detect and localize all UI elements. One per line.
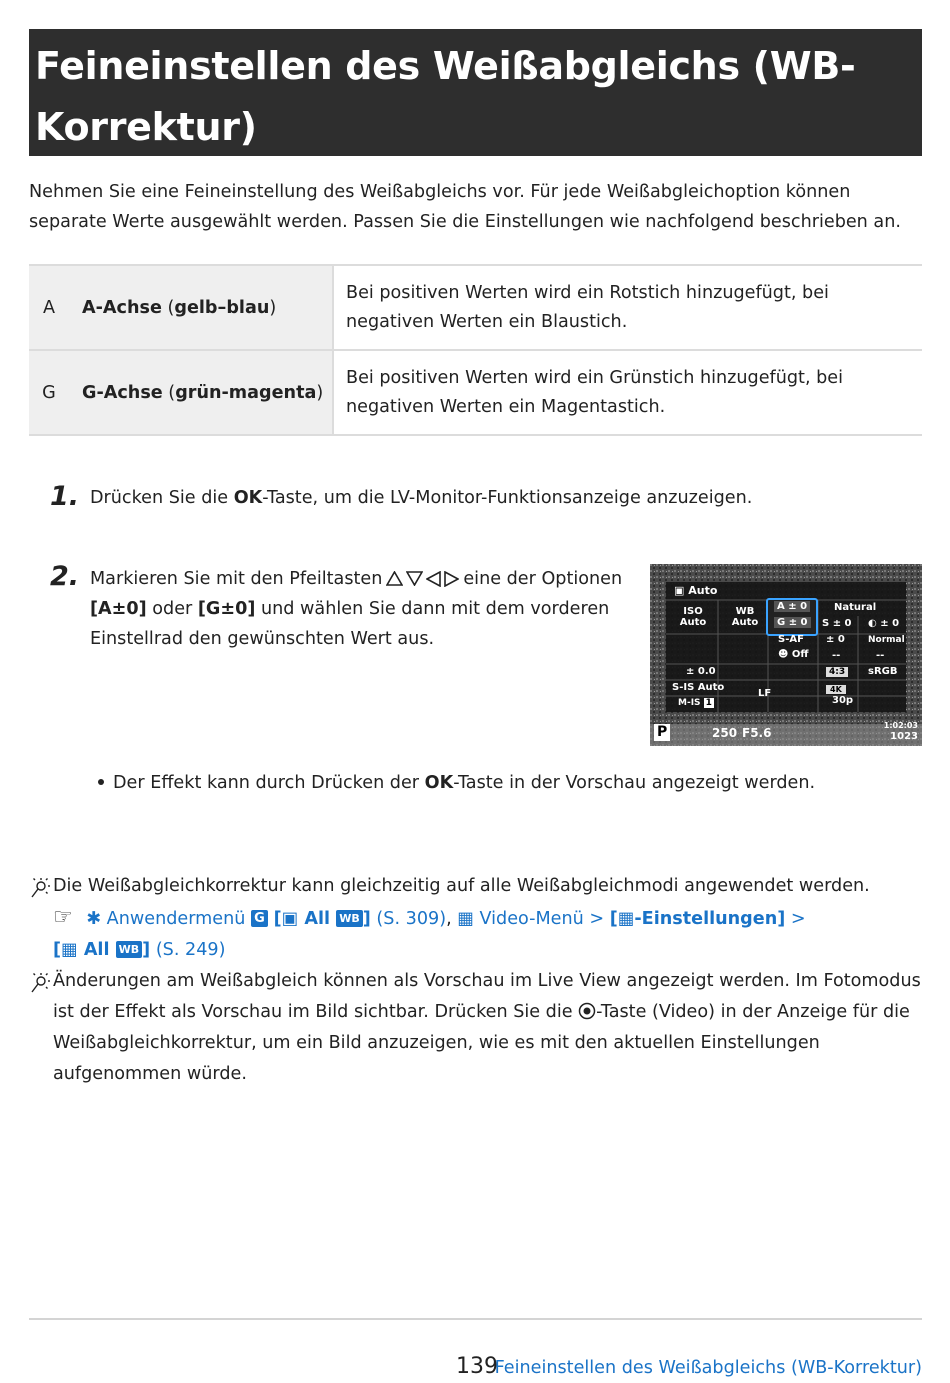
picture-mode: Natural — [834, 602, 877, 613]
flash-comp: ± 0.0 — [686, 666, 716, 677]
a-value: A ± 0 — [774, 601, 810, 612]
axis-key: G — [29, 350, 69, 435]
movie-is: M-IS 1 — [678, 698, 712, 708]
video-icon: ▦ — [457, 909, 474, 929]
video-resolution: 4K — [826, 685, 846, 694]
title-bar — [29, 29, 922, 156]
video-icon: ▦ — [617, 909, 635, 929]
color-space: sRGB — [868, 666, 898, 677]
axis-description: Bei positiven Werten wird ein Grünstich hinzugefügt, bei negativen Werten ein Magentastich. — [333, 350, 922, 435]
wb-cell: WB Auto — [731, 606, 759, 628]
arrow-down-icon — [406, 571, 423, 586]
g-value: G ± 0 — [774, 617, 811, 628]
axis-description: Bei positiven Werten wird ein Rotstich hinzugefügt, bei negativen Werten ein Blaustich. — [333, 265, 922, 350]
face-priority: ☻ Off — [778, 649, 809, 660]
gear-icon: ✱ — [86, 909, 102, 929]
axis-key: A — [29, 265, 69, 350]
note-2: Änderungen am Weißabgleich können als Vorschau im Live View angezeigt werden. Im Fotomodus ist der Effekt als Vorschau im Bild sichtbar. Drücken Sie die -Taste (Video) in der Anzeige für die Weißabgleichkorrektur, um ein Bild anzuzeigen, wie es mit den aktuellen Einstellungen aufgenommen würde. — [53, 971, 921, 1084]
af-mode: S-AF — [778, 634, 804, 645]
camera-screen-image — [650, 564, 922, 746]
step-1-text: Drücken Sie die OK-Taste, um die LV-Monitor-Funktionsanzeige anzuzeigen. — [90, 488, 753, 508]
note-1: Die Weißabgleichkorrektur kann gleichzeitig auf alle Weißabgleichmodi angewendet werden. ☞ ✱ Anwendermenü G [▣ All WB ] (S. 309), ▦ Video-Menü > [▦-Einstellungen] > [▦ All WB ] (S. 249) — [53, 876, 870, 960]
step-2-number: 2. — [50, 561, 80, 592]
arrow-up-icon — [386, 571, 403, 586]
table-row — [29, 265, 922, 350]
video-icon: ▦ — [61, 940, 78, 960]
axis-name: G-Achse (grün-magenta) — [69, 350, 333, 435]
page-number: 139 — [456, 1354, 498, 1379]
sharpness: S ± 0 — [822, 618, 852, 629]
arrow-right-icon — [444, 571, 459, 587]
image-stabilizer: S-IS Auto — [672, 682, 725, 693]
dash-1: -- — [832, 650, 841, 661]
ref-custom-menu-link[interactable]: ✱ Anwendermenü G [▣ All WB ] (S. 309) — [86, 909, 447, 929]
iso-cell: ISO Auto — [679, 606, 707, 628]
camera-icon: ▣ — [281, 909, 299, 929]
footer-chapter-link[interactable]: Feineinstellen des Weißabgleichs (WB-Korrektur) — [494, 1358, 922, 1378]
tip-icon — [29, 876, 51, 900]
footer-divider — [29, 1318, 922, 1320]
shooting-mode: P — [654, 724, 670, 741]
arrow-left-icon — [426, 571, 441, 587]
saturation: ± 0 — [826, 634, 845, 645]
step-1-number: 1. — [50, 481, 80, 512]
bullet-note: Der Effekt kann durch Drücken der OK-Taste in der Vorschau angezeigt werden. — [98, 768, 815, 798]
dash-2: -- — [876, 650, 885, 661]
reference-hand-icon: ☞ — [53, 905, 73, 930]
ref-video-menu-link[interactable]: ▦ Video-Menü > [▦-Einstellungen] > [▦ All WB ] (S. 249) — [53, 909, 806, 960]
video-fps: 30p — [832, 695, 854, 706]
shots-remaining: 1023 — [890, 731, 918, 742]
record-button-icon — [578, 1002, 596, 1020]
axis-name: A-Achse (gelb–blau) — [69, 265, 333, 350]
aperture: F5.6 — [742, 726, 772, 740]
page-title: Feineinstellen des Weißabgleichs (WB-Korrektur) — [35, 44, 856, 149]
contrast: ◐ ± 0 — [868, 618, 900, 629]
camera-mode-label: ▣ Auto — [674, 584, 718, 597]
image-quality: LF — [758, 688, 772, 699]
gradation: Normal — [868, 635, 905, 645]
step-2-text: Markieren Sie mit den Pfeiltasten eine der Optionen [A±0] oder [G±0] und wählen Sie dann mit dem vorderen Einstellrad den gewünschten Wert aus. — [90, 569, 623, 649]
shutter-speed: 250 — [712, 726, 738, 740]
intro-text: Nehmen Sie eine Feineinstellung des Weißabgleichs vor. Für jede Weißabgleichoption können separate Werte ausgewählt werden. Passen Sie die Einstellungen wie nachfolgend beschrieben an. — [29, 182, 901, 232]
table-row — [29, 350, 922, 435]
arrow-keys-icon — [386, 571, 459, 587]
tip-icon — [29, 971, 51, 995]
record-time: 1:02:03 — [883, 721, 918, 730]
axes-table — [29, 264, 922, 436]
aspect-ratio: 4:3 — [826, 667, 848, 677]
